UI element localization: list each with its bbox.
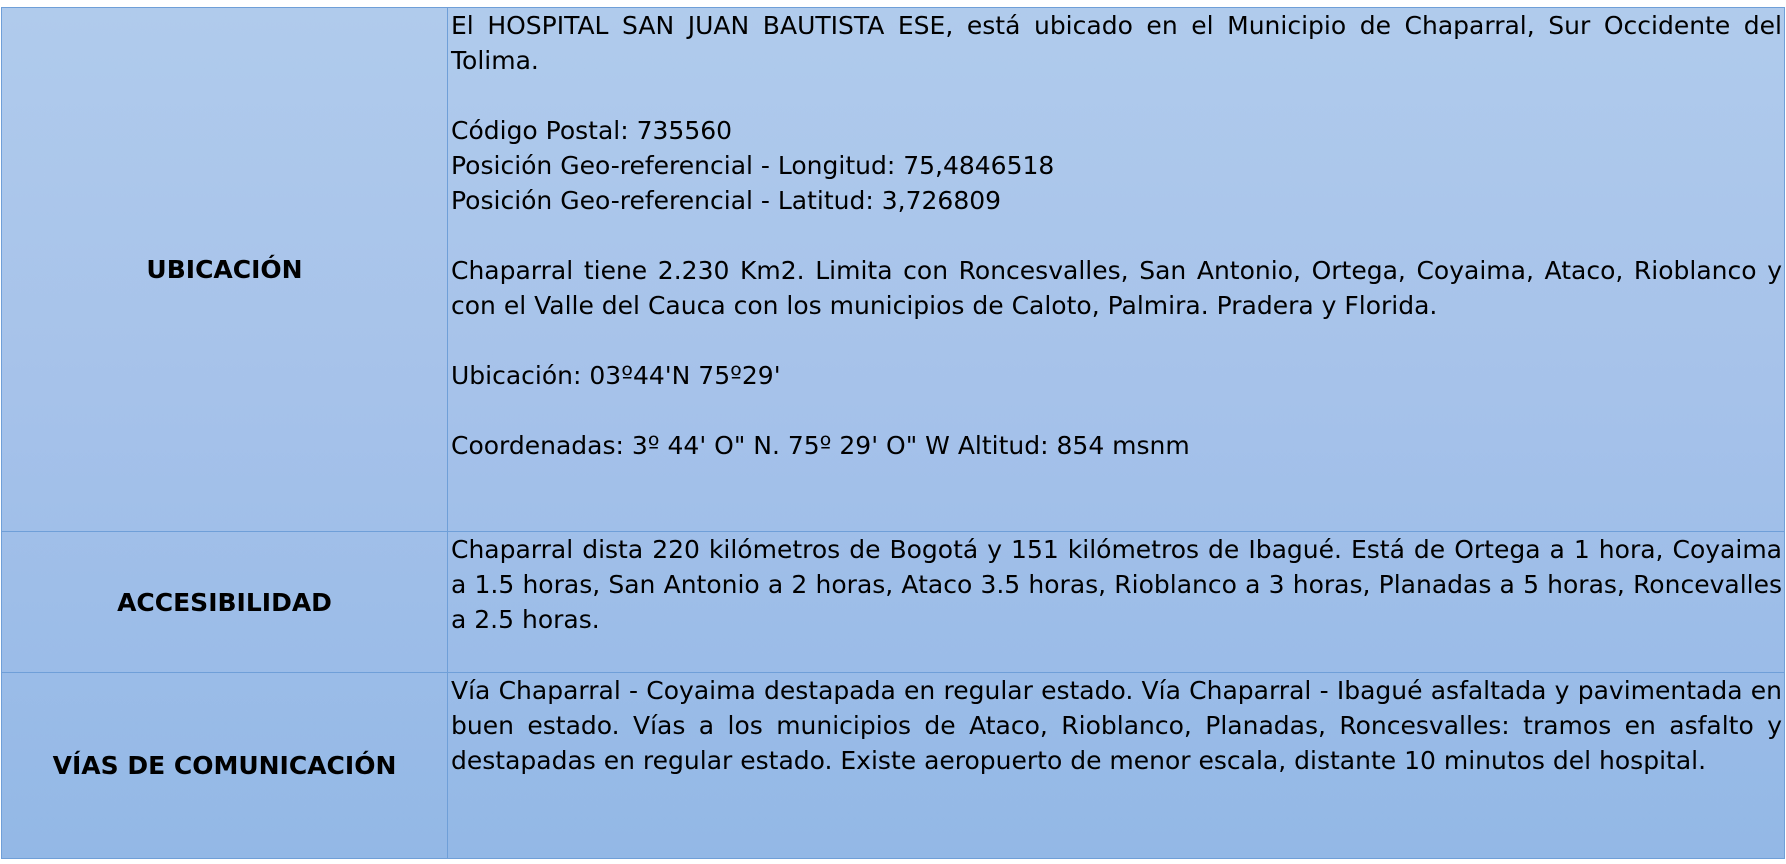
location-text: Ubicación: 03º44'N 75º29' — [451, 361, 781, 390]
table-row-accesibilidad — [2, 532, 1785, 673]
latitude-text: Posición Geo-referencial - Latitud: 3,726809 — [451, 186, 1002, 215]
spacer — [451, 218, 1782, 253]
hospital-intro-text: El HOSPITAL SAN JUAN BAUTISTA ESE, está ubicado en el Municipio de Chaparral, Sur Occidente del Tolima. — [451, 11, 1782, 75]
coordinates-text: Coordenadas: 3º 44' O" N. 75º 29' O" W Altitud: 854 msnm — [451, 431, 1190, 460]
info-table — [1, 7, 1785, 859]
longitude-text: Posición Geo-referencial - Longitud: 75,4846518 — [451, 151, 1055, 180]
table-row-ubicacion — [2, 8, 1785, 532]
accessibility-text: Chaparral dista 220 kilómetros de Bogotá y 151 kilómetros de Ibagué. Está de Ortega a 1 hora, Coyaima a 1.5 horas, San Antonio a 2 horas, Ataco 3.5 horas, Rioblanco a 3 horas, Planadas a 5 horas, Roncevalles a 2.5 horas. — [451, 535, 1782, 634]
table-row-vias — [2, 673, 1785, 859]
row-label-vias: VÍAS DE COMUNICACIÓN — [2, 673, 448, 859]
row-content-vias — [448, 673, 1785, 859]
row-content-accesibilidad — [448, 532, 1785, 673]
row-label-ubicacion: UBICACIÓN — [2, 8, 448, 532]
roads-text: Vía Chaparral - Coyaima destapada en regular estado. Vía Chaparral - Ibagué asfaltada y pavimentada en buen estado. Vías a los municipios de Ataco, Rioblanco, Planadas, Roncesvalles: tramos en asfalto y destapadas en regular estado. Existe aeropuerto de menor escala, distante 10 minutos del hospital. — [451, 676, 1782, 775]
spacer — [451, 393, 1782, 428]
spacer — [451, 323, 1782, 358]
row-content-ubicacion — [448, 8, 1785, 532]
row-label-accesibilidad: ACCESIBILIDAD — [2, 532, 448, 673]
boundaries-text: Chaparral tiene 2.230 Km2. Limita con Roncesvalles, San Antonio, Ortega, Coyaima, Ataco, Rioblanco y con el Valle del Cauca con los municipios de Caloto, Palmira. Pradera y Florida. — [451, 256, 1782, 320]
spacer — [451, 78, 1782, 113]
postal-code-text: Código Postal: 735560 — [451, 116, 733, 145]
